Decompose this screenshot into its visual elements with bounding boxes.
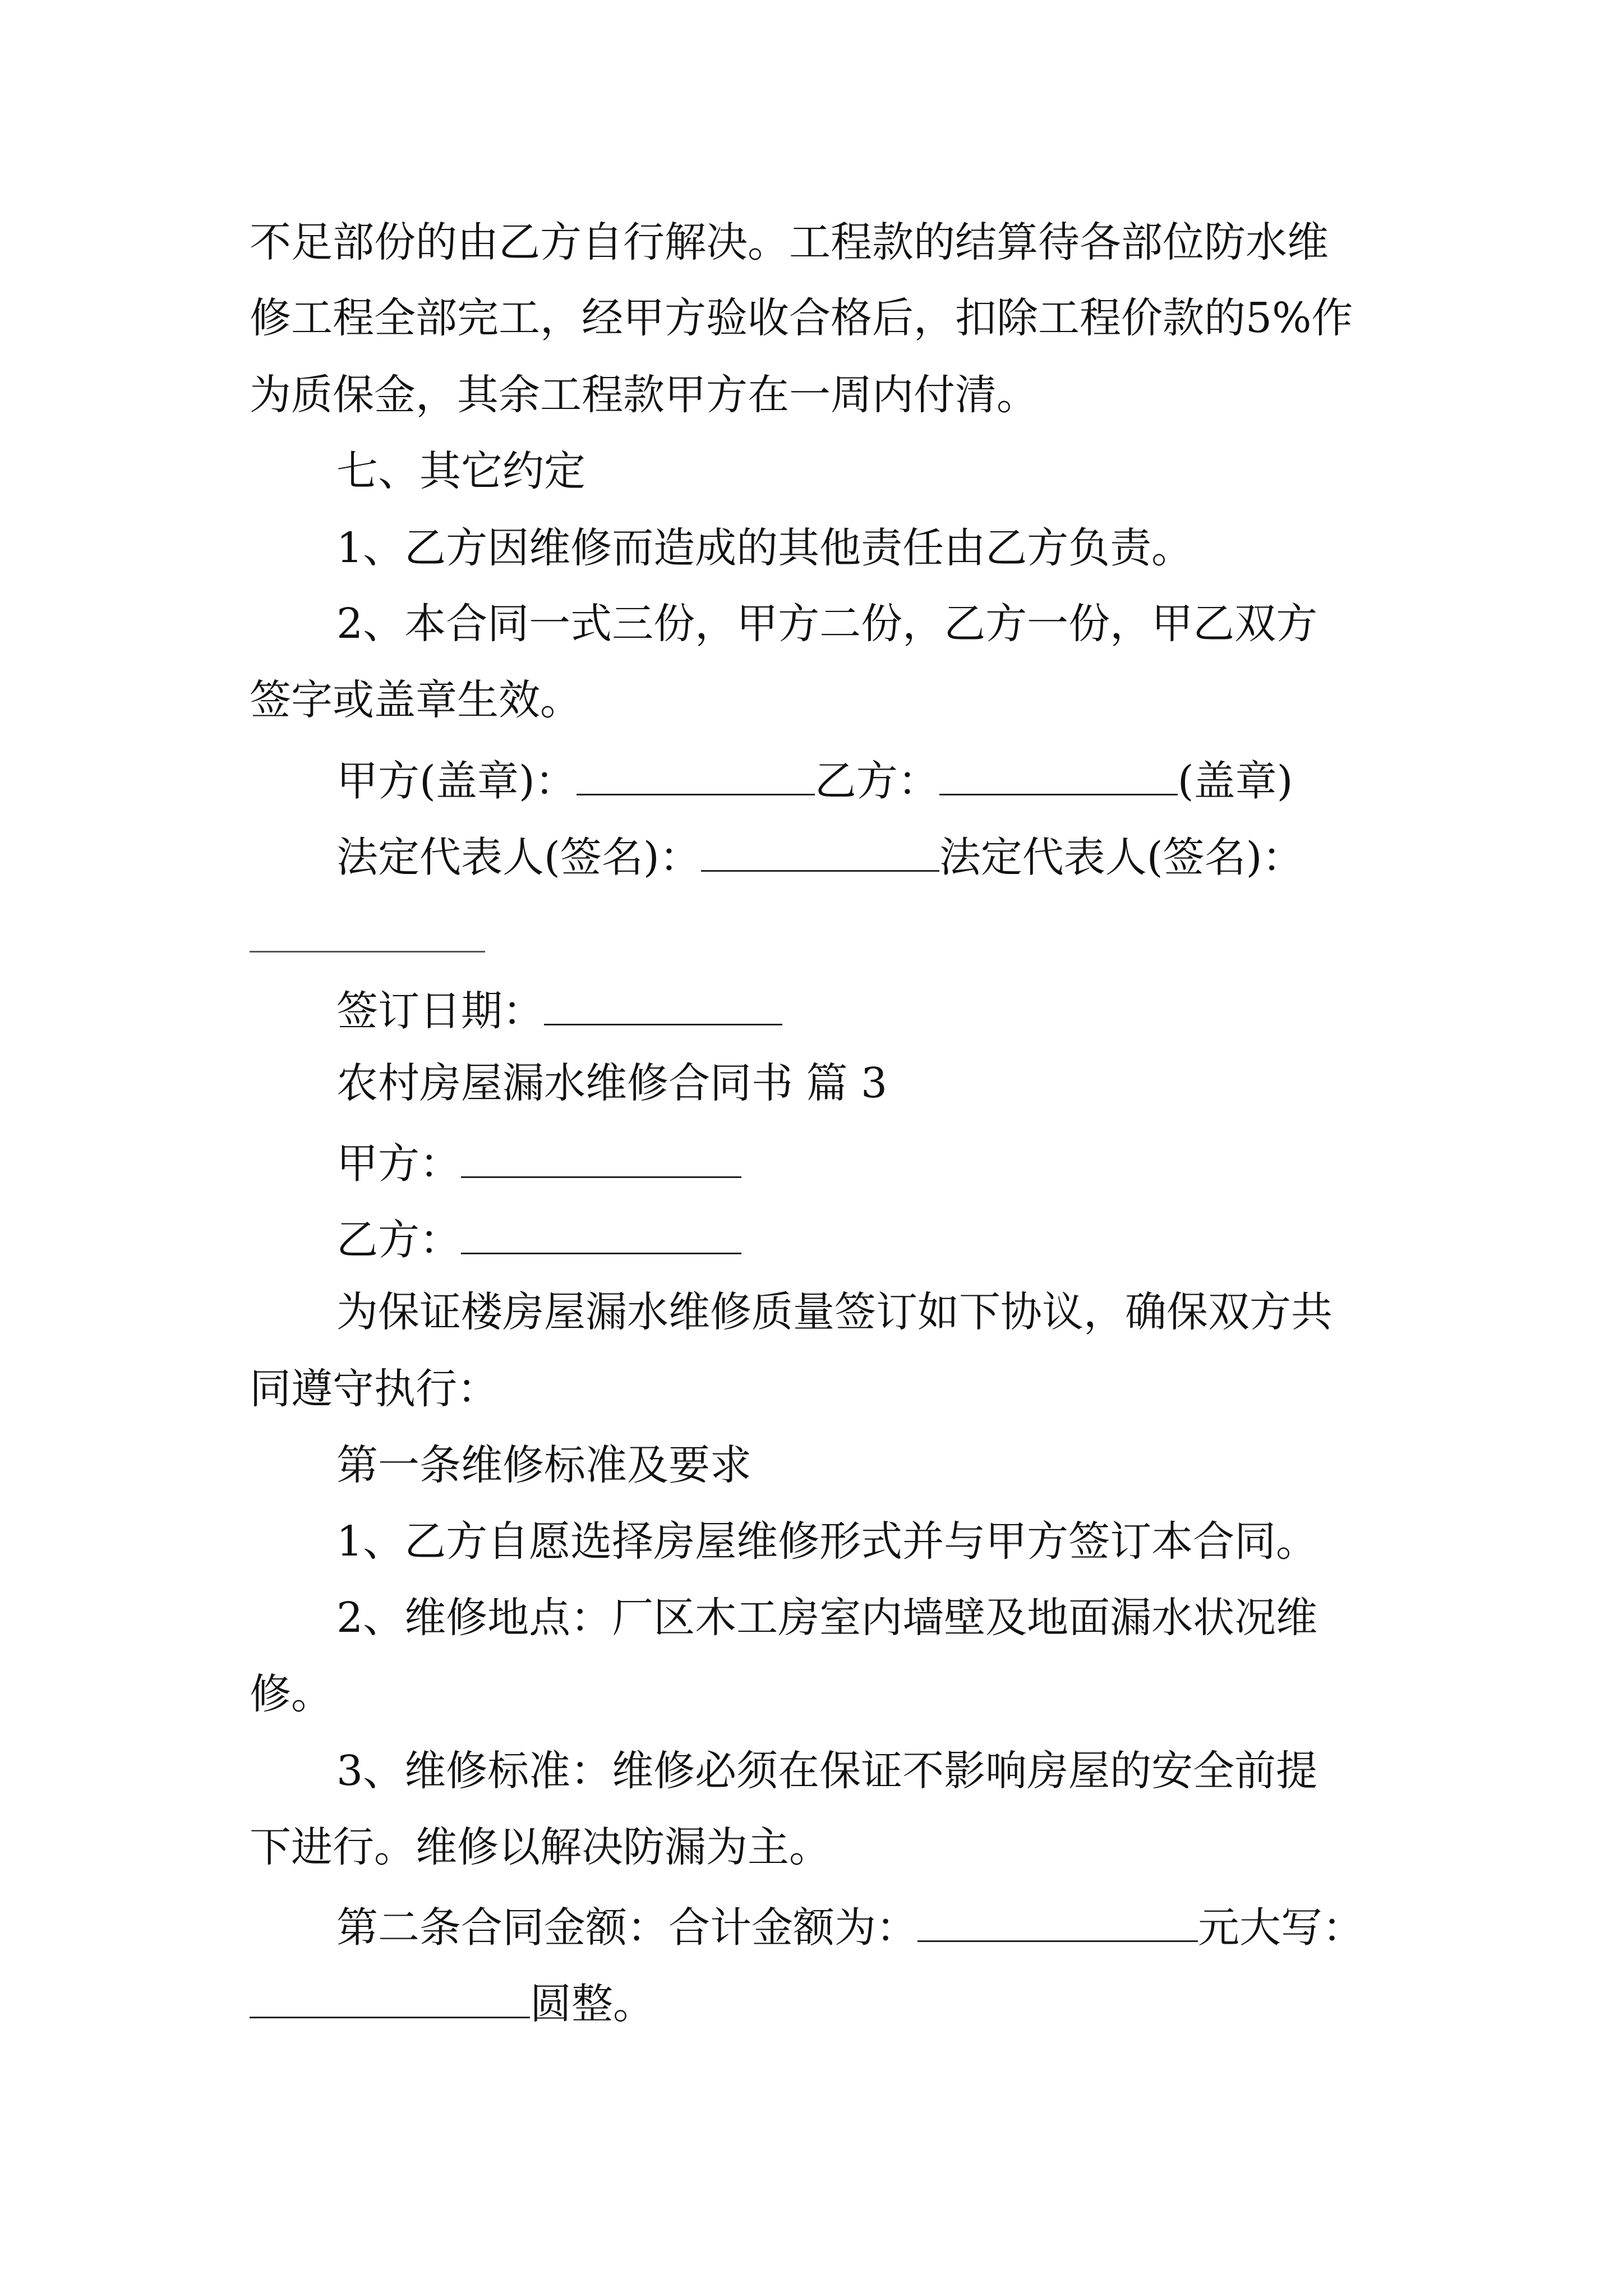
article-item: 下进行。维修以解决防漏为主。 <box>250 1823 831 1871</box>
date-label: 签订日期： <box>336 987 544 1036</box>
amount-words-row <box>250 1979 654 2028</box>
signature-date-row <box>336 986 782 1036</box>
party-b-blank <box>461 1215 741 1254</box>
rep-a-blank <box>701 832 939 872</box>
clause-line: 2、本合同一式三份，甲方二份，乙方一份，甲乙双方 <box>336 600 1318 648</box>
party-a-label: 甲方： <box>336 1139 461 1188</box>
amount-words-blank <box>250 1979 530 2018</box>
clause-line: 签字或盖章生效。 <box>250 676 582 724</box>
party-a-row <box>336 1139 741 1188</box>
party-b-blank <box>939 756 1178 795</box>
party-a-blank <box>461 1139 741 1178</box>
party-a-seal-label: 甲方(盖章)： <box>336 757 577 806</box>
party-b-row <box>336 1215 741 1264</box>
intro-line: 为保证楼房屋漏水维修质量签订如下协议，确保双方共 <box>336 1288 1332 1336</box>
seal-suffix: (盖章) <box>1177 757 1293 806</box>
paragraph-line: 修工程全部完工，经甲方验收合格后，扣除工程价款的5%作 <box>250 294 1353 342</box>
article-item: 2、维修地点：厂区木工房室内墙壁及地面漏水状况维 <box>336 1594 1318 1642</box>
amount-words-label: 元大写： <box>1198 1903 1364 1952</box>
paragraph-line: 为质保金，其余工程款甲方在一周内付清。 <box>250 371 1038 419</box>
signature-rep-row <box>336 832 1304 882</box>
rep-b-blank <box>250 951 485 953</box>
paragraph-line: 不足部份的由乙方自行解决。工程款的结算待各部位防水维 <box>250 218 1329 266</box>
amount-label: 第二条合同金额：合计金额为： <box>336 1903 917 1952</box>
article-item: 1、乙方自愿选择房屋维修形式并与甲方签订本合同。 <box>336 1517 1318 1566</box>
party-a-seal-blank <box>577 756 815 795</box>
clause-line: 1、乙方因维修而造成的其他责任由乙方负责。 <box>336 524 1193 572</box>
article-item: 修。 <box>250 1670 333 1718</box>
intro-line: 同遵守执行： <box>250 1365 499 1413</box>
article-item: 3、维修标准：维修必须在保证不影响房屋的安全前提 <box>336 1747 1318 1795</box>
rep-a-label: 法定代表人(签名)： <box>336 833 701 882</box>
party-b-label: 乙方： <box>814 757 939 806</box>
contract-amount-row <box>336 1903 1364 1952</box>
section-heading: 七、其它约定 <box>336 447 585 495</box>
party-b-label: 乙方： <box>336 1216 461 1264</box>
amount-blank <box>917 1903 1198 1942</box>
signature-party-row <box>336 756 1293 806</box>
amount-suffix: 圆整。 <box>530 1980 654 2028</box>
date-blank <box>544 986 782 1025</box>
rep-b-label: 法定代表人(签名)： <box>939 833 1304 882</box>
part-title: 农村房屋漏水维修合同书 篇 3 <box>336 1059 888 1107</box>
article-heading: 第一条维修标准及要求 <box>336 1441 751 1489</box>
